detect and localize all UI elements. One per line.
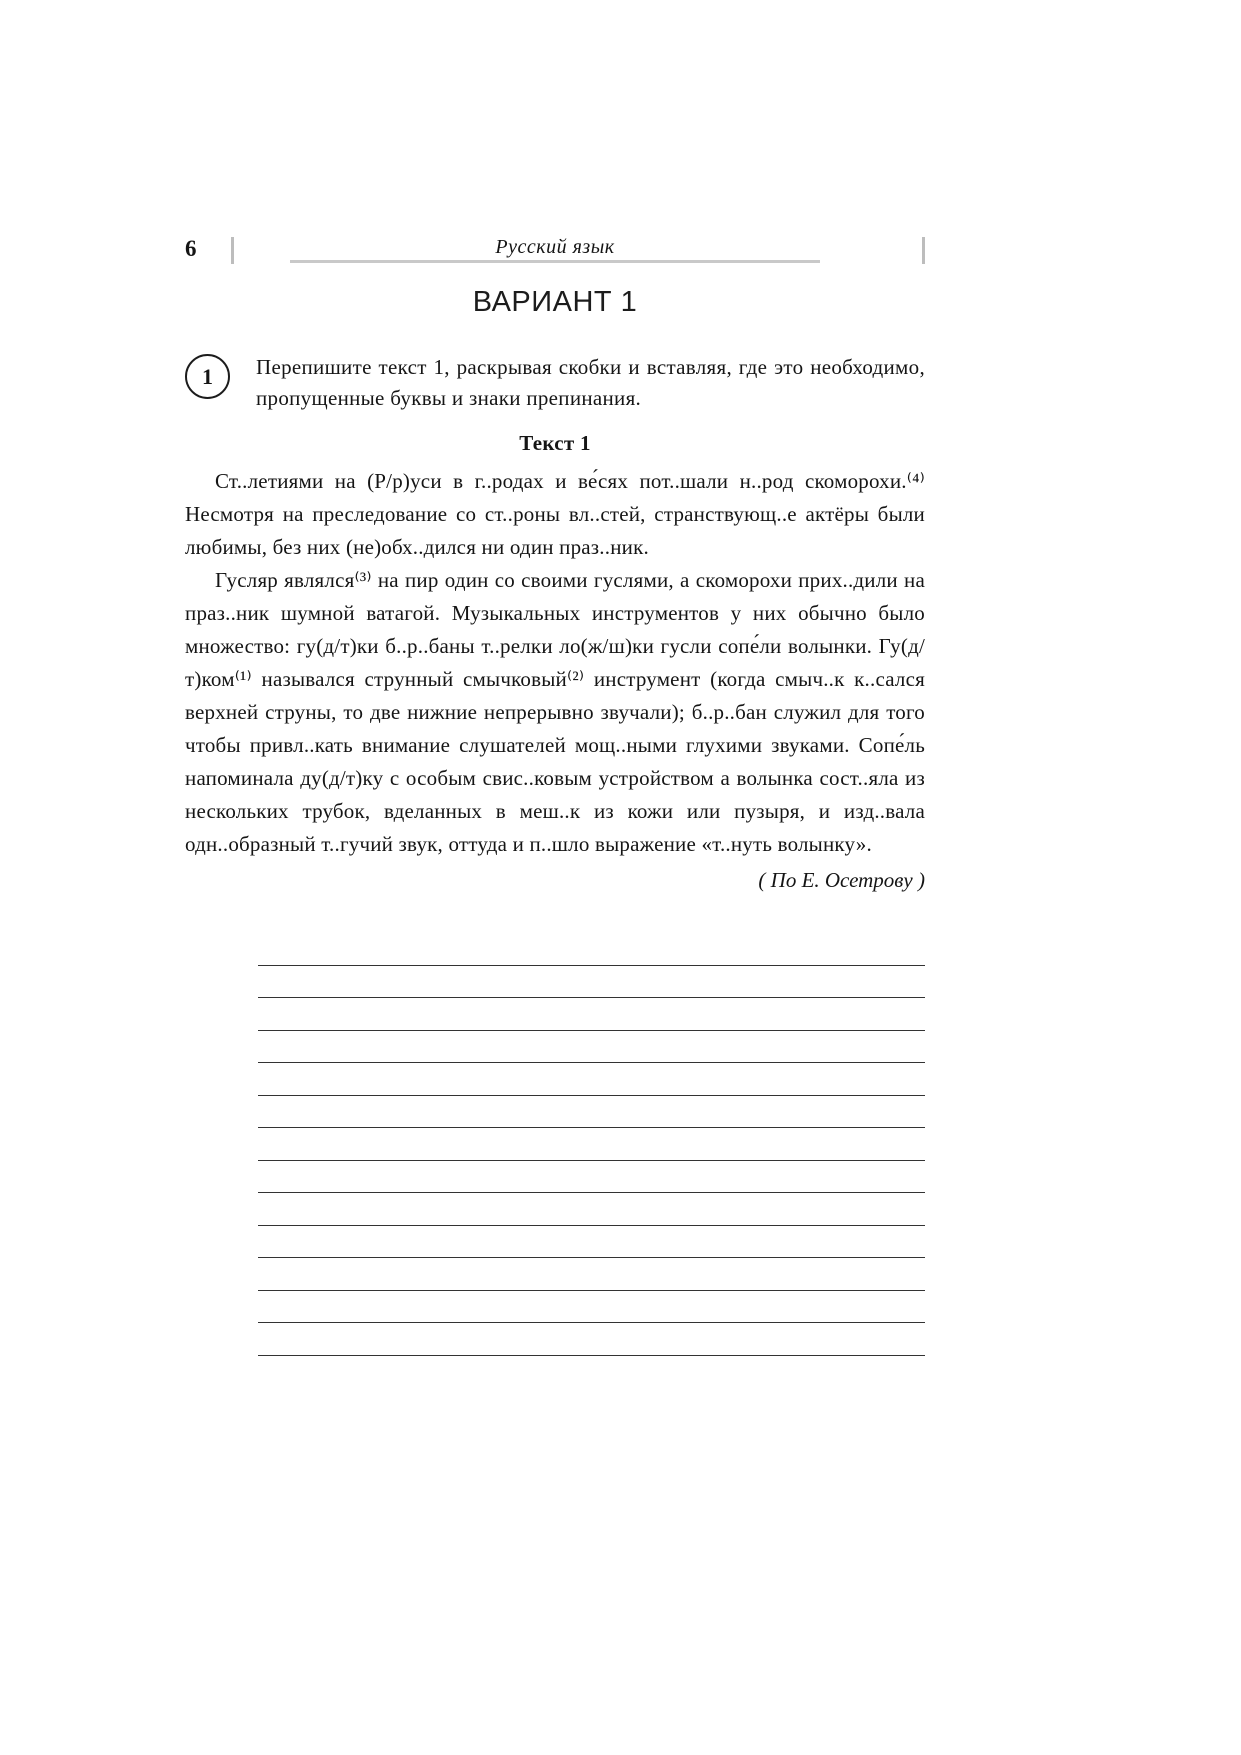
running-header bbox=[185, 236, 925, 268]
answer-line[interactable] bbox=[258, 1031, 925, 1064]
task-number: 1 bbox=[202, 363, 213, 389]
answer-line[interactable] bbox=[258, 1193, 925, 1226]
task-number-badge bbox=[185, 354, 230, 399]
header-rule bbox=[290, 260, 820, 263]
text-title: Текст 1 bbox=[519, 431, 591, 455]
answer-line[interactable] bbox=[258, 1128, 925, 1161]
header-left-tick bbox=[231, 237, 234, 264]
task-1 bbox=[185, 352, 925, 414]
answer-line[interactable] bbox=[258, 1226, 925, 1259]
answer-line[interactable] bbox=[258, 998, 925, 1031]
header-title: Русский язык bbox=[495, 236, 615, 258]
answer-line[interactable] bbox=[258, 1291, 925, 1324]
answer-line[interactable] bbox=[258, 1323, 925, 1356]
text-paragraph: Гусляр являлся⁽³⁾ на пир один со своими гуслями, а скоморохи прих..дили на праз..ник шумной ватагой. Музыкальных инструментов у них обычно было множество: гу(д/т)ки б..р..баны т..релки ло(ж/ш)ки гусли сопе́ли волынки. Гу(д/т)ком⁽¹⁾ назывался струнный смычковый⁽²⁾ инструмент (когда смыч..к к..сался верхней струны, то две нижние непрерывно звучали); б..р..бан служил для того чтобы привл..кать внимание слушателей мощ..ными глухими звуками. Сопе́ль напоминала ду(д/т)ку с особым свис..ковым устройством а волынка сост..яла из нескольких трубок, вделанных в меш..к из кожи или пузыря, и изд..вала одн..образный т..гучий звук, оттуда и п..шло выражение «т..нуть волынку». bbox=[185, 568, 925, 856]
answer-line[interactable] bbox=[258, 933, 925, 966]
page-number: 6 bbox=[185, 236, 197, 261]
header-center bbox=[290, 236, 820, 263]
text-paragraph: Ст..летиями на (Р/р)уси в г..родах и ве́сях пот..шали н..род скоморохи.⁽⁴⁾ Несмотря на преследование со ст..роны вл..стей, странствующ..е актёры были любимы, без них (не)обх..дился ни один праз..ник. bbox=[185, 469, 925, 559]
answer-lines[interactable] bbox=[185, 933, 925, 1356]
text-body bbox=[185, 465, 925, 861]
task-instruction: Перепишите текст 1, раскрывая скобки и вставляя, где это необходимо, пропущенные буквы и знаки препинания. bbox=[256, 355, 925, 410]
answer-line[interactable] bbox=[258, 1096, 925, 1129]
answer-line[interactable] bbox=[258, 1161, 925, 1194]
header-right-tick bbox=[922, 237, 925, 264]
variant-title: ВАРИАНТ 1 bbox=[472, 286, 638, 318]
attribution: ( По Е. Осетрову ) bbox=[758, 868, 925, 892]
page-content bbox=[185, 236, 925, 1356]
answer-line[interactable] bbox=[258, 1063, 925, 1096]
answer-line[interactable] bbox=[258, 1258, 925, 1291]
answer-line[interactable] bbox=[258, 966, 925, 999]
